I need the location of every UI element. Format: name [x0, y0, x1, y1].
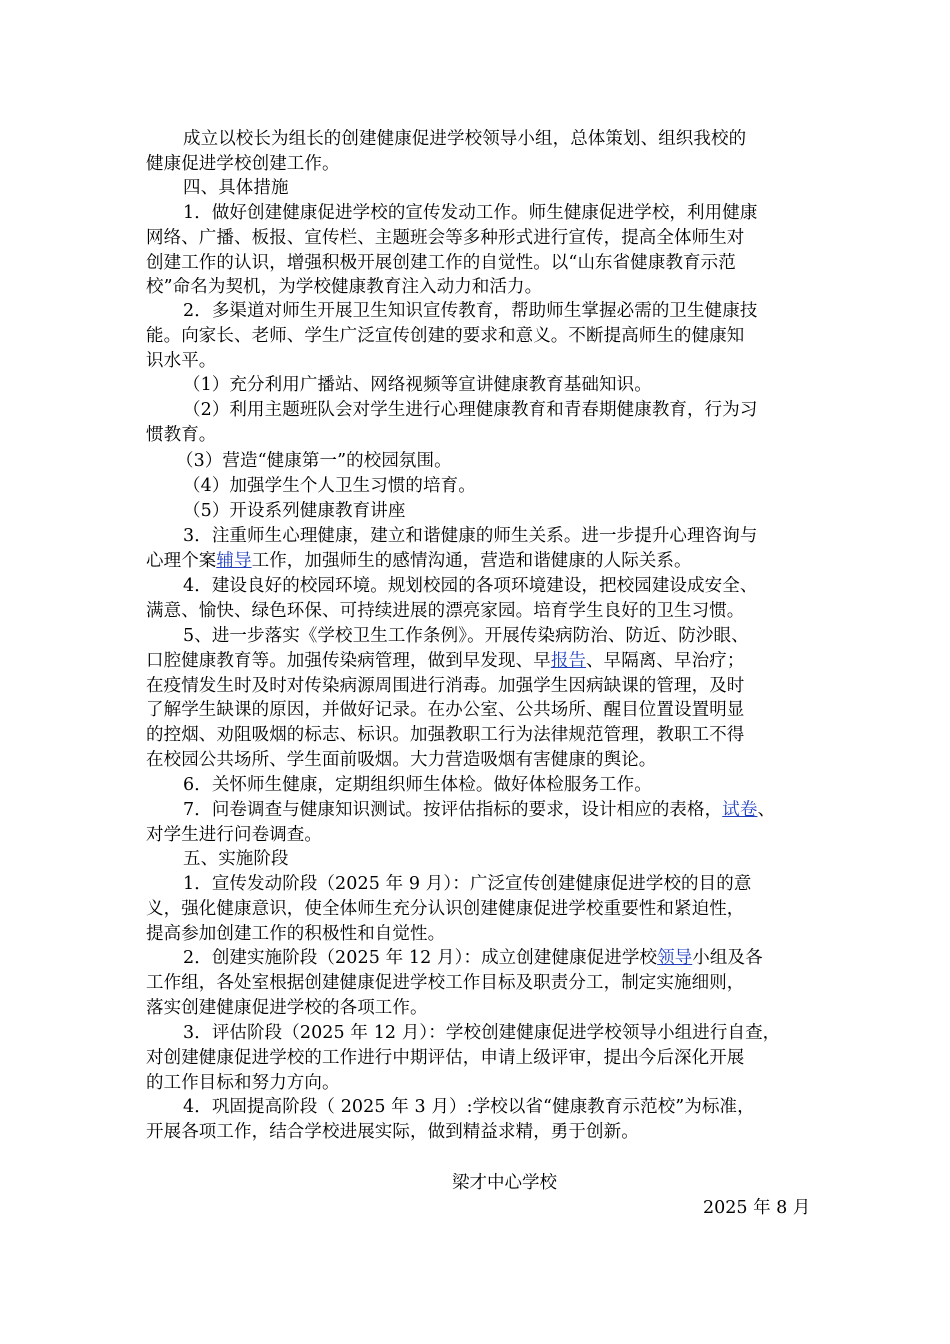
text-segment: 工作组，各处室根据创建健康促进学校工作目标及职责分工，制定实施细则， [146, 972, 745, 993]
paragraph-measure-7-line [183, 798, 775, 822]
paragraph-measure-4-line [183, 574, 757, 598]
text-segment: 识水平。 [146, 350, 217, 371]
paragraph-measure-3-line [183, 524, 757, 548]
text-segment: 对学生进行问卷调查。 [146, 824, 322, 845]
text-segment: 健康促进学校创建工作。 [146, 153, 340, 174]
paragraph-measure-1-line [146, 251, 736, 275]
text-segment: 五、实施阶段 [183, 849, 289, 869]
text-segment: 小组及各 [692, 948, 763, 968]
text-segment: 成立以校长为组长的创建健康促进学校领导小组，总体策划、组织我校的 [183, 129, 747, 149]
paragraph-measure-2-line [183, 299, 757, 323]
paragraph-measure-5-line [146, 723, 744, 747]
paragraph-sub-4-line [183, 474, 476, 498]
text-segment: 校”命名为契机，为学校健康教育注入动力和活力。 [146, 277, 543, 298]
text-segment: 落实创建健康促进学校的各项工作。 [146, 997, 428, 1018]
text-segment: （1）充分利用广播站、网络视频等宣讲健康教育基础知识。 [183, 375, 652, 395]
signature-date: 2025 年 8 月 [703, 1198, 811, 1218]
text-segment: 四、具体措施 [183, 178, 289, 198]
inline-link[interactable]: 试卷 [722, 800, 758, 820]
paragraph-measure-1-line [146, 275, 542, 299]
paragraph-stage-1-line [146, 897, 744, 921]
paragraph-sub-2-line [183, 398, 757, 422]
paragraph-stage-3-line [146, 1071, 340, 1095]
text-segment: （2）利用主题班队会对学生进行心理健康教育和青春期健康教育，行为习 [183, 400, 758, 420]
text-segment: 的工作目标和努力方向。 [146, 1072, 340, 1093]
paragraph-stage-3-line [183, 1021, 780, 1045]
paragraph-measure-1-line [146, 226, 744, 250]
paragraph-measure-7-line [146, 823, 322, 847]
text-segment: 3．评估阶段（2025 年 12 月）：学校创建健康促进学校领导小组进行自查， [183, 1023, 781, 1043]
text-segment: 1．做好创建健康促进学校的宣传发动工作。师生健康促进学校，利用健康 [183, 203, 758, 223]
text-segment: （5）开设系列健康教育讲座 [183, 501, 406, 521]
text-segment: 、 [757, 800, 776, 820]
signature-school: 梁才中心学校 [452, 1173, 557, 1193]
paragraph-stage-2-line [146, 996, 428, 1020]
text-segment: 对创建健康促进学校的工作进行中期评估，申请上级评审，提出今后深化开展 [146, 1047, 745, 1068]
paragraph-intro-line [146, 152, 340, 176]
text-segment: （3）营造“健康第一”的校园氛围。 [176, 451, 452, 471]
text-segment: 惯教育。 [146, 424, 217, 445]
paragraph-stage-3-line [146, 1046, 744, 1070]
inline-link[interactable]: 辅导 [216, 550, 252, 571]
paragraph-measure-5-line [146, 674, 744, 698]
paragraph-stage-1-line [146, 922, 445, 946]
text-segment: （4）加强学生个人卫生习惯的培育。 [183, 476, 476, 496]
paragraph-sub-3-line [176, 449, 452, 473]
paragraph-intro-line [183, 127, 746, 151]
text-segment: 满意、愉快、绿色环保、可持续进展的漂亮家园。培育学生良好的卫生习惯。 [146, 600, 745, 621]
paragraph-stage-4-line [183, 1095, 755, 1119]
paragraph-measure-2-line [146, 324, 744, 348]
text-segment: 2．创建实施阶段（2025 年 12 月）：成立创建健康促进学校 [183, 948, 658, 968]
text-segment: 、早隔离、早治疗； [586, 650, 745, 671]
text-segment: 提高参加创建工作的积极性和自觉性。 [146, 923, 446, 944]
text-segment: 了解学生缺课的原因，并做好记录。在办公室、公共场所、醒目位置设置明显 [146, 700, 745, 721]
text-segment: 2．多渠道对师生开展卫生知识宣传教育，帮助师生掌握必需的卫生健康技 [183, 301, 758, 321]
paragraph-measure-5-line [183, 624, 749, 648]
paragraph-measure-6-line [183, 773, 652, 797]
paragraph-heading-4-line [183, 176, 289, 200]
text-segment: 能。向家长、老师、学生广泛宣传创建的要求和意义。不断提高师生的健康知 [146, 325, 745, 346]
paragraph-stage-2-line [183, 946, 763, 970]
paragraph-heading-5-line [183, 847, 289, 871]
paragraph-stage-1-line [183, 872, 751, 896]
text-segment: 开展各项工作，结合学校进展实际，做到精益求精，勇于创新。 [146, 1121, 639, 1142]
paragraph-measure-1-line [183, 201, 757, 225]
paragraph-sub-1-line [183, 373, 652, 397]
inline-link[interactable]: 领导 [657, 948, 693, 968]
text-segment: 1．宣传发动阶段（2025 年 9 月）：广泛宣传创建健康促进学校的目的意 [183, 874, 752, 894]
text-segment: 在疫情发生时及时对传染病源周围进行消毒。加强学生因病缺课的管理，及时 [146, 675, 745, 696]
text-segment: 3．注重师生心理健康，建立和谐健康的师生关系。进一步提升心理咨询与 [183, 526, 758, 546]
text-segment: 口腔健康教育等。加强传染病管理，做到早发现、早 [146, 650, 551, 671]
text-segment: 的控烟、劝阻吸烟的标志、标识。加强教职工行为法律规范管理，教职工不得 [146, 725, 745, 746]
paragraph-measure-2-line [146, 349, 216, 373]
text-segment: 心理个案 [146, 550, 217, 571]
text-segment: 网络、广播、板报、宣传栏、主题班会等多种形式进行宣传，提高全体师生对 [146, 227, 745, 248]
text-segment: 7．问卷调查与健康知识测试。按评估指标的要求，设计相应的表格， [183, 800, 723, 820]
paragraph-measure-3-line [146, 549, 692, 573]
text-segment: 义，强化健康意识，使全体师生充分认识创建健康促进学校重要性和紧迫性， [146, 898, 745, 919]
text-segment: 创建工作的认识，增强积极开展创建工作的自觉性。以“山东省健康教育示范 [146, 252, 736, 273]
text-segment: 5、进一步落实《学校卫生工作条例》。开展传染病防治、防近、防沙眼、 [183, 626, 749, 646]
text-segment: 在校园公共场所、学生面前吸烟。大力营造吸烟有害健康的舆论。 [146, 750, 657, 770]
paragraph-measure-4-line [146, 599, 744, 623]
paragraph-measure-5-line [146, 649, 744, 673]
text-segment: 6．关怀师生健康，定期组织师生体检。做好体检服务工作。 [183, 775, 652, 795]
inline-link[interactable]: 报告 [550, 650, 587, 671]
paragraph-measure-5-line [146, 698, 744, 722]
paragraph-sub-5-line [183, 499, 405, 523]
paragraph-sub-2-line [146, 423, 216, 447]
text-segment: 4．建设良好的校园环境。规划校园的各项环境建设，把校园建设成安全、 [183, 576, 758, 596]
paragraph-stage-4-line [146, 1120, 639, 1144]
text-segment: 4．巩固提高阶段（ 2025 年 3 月）:学校以省“健康教育示范校”为标准， [183, 1097, 755, 1117]
paragraph-measure-5-line [146, 748, 656, 772]
text-segment: 工作，加强师生的感情沟通，营造和谐健康的人际关系。 [251, 550, 692, 571]
paragraph-stage-2-line [146, 971, 744, 995]
